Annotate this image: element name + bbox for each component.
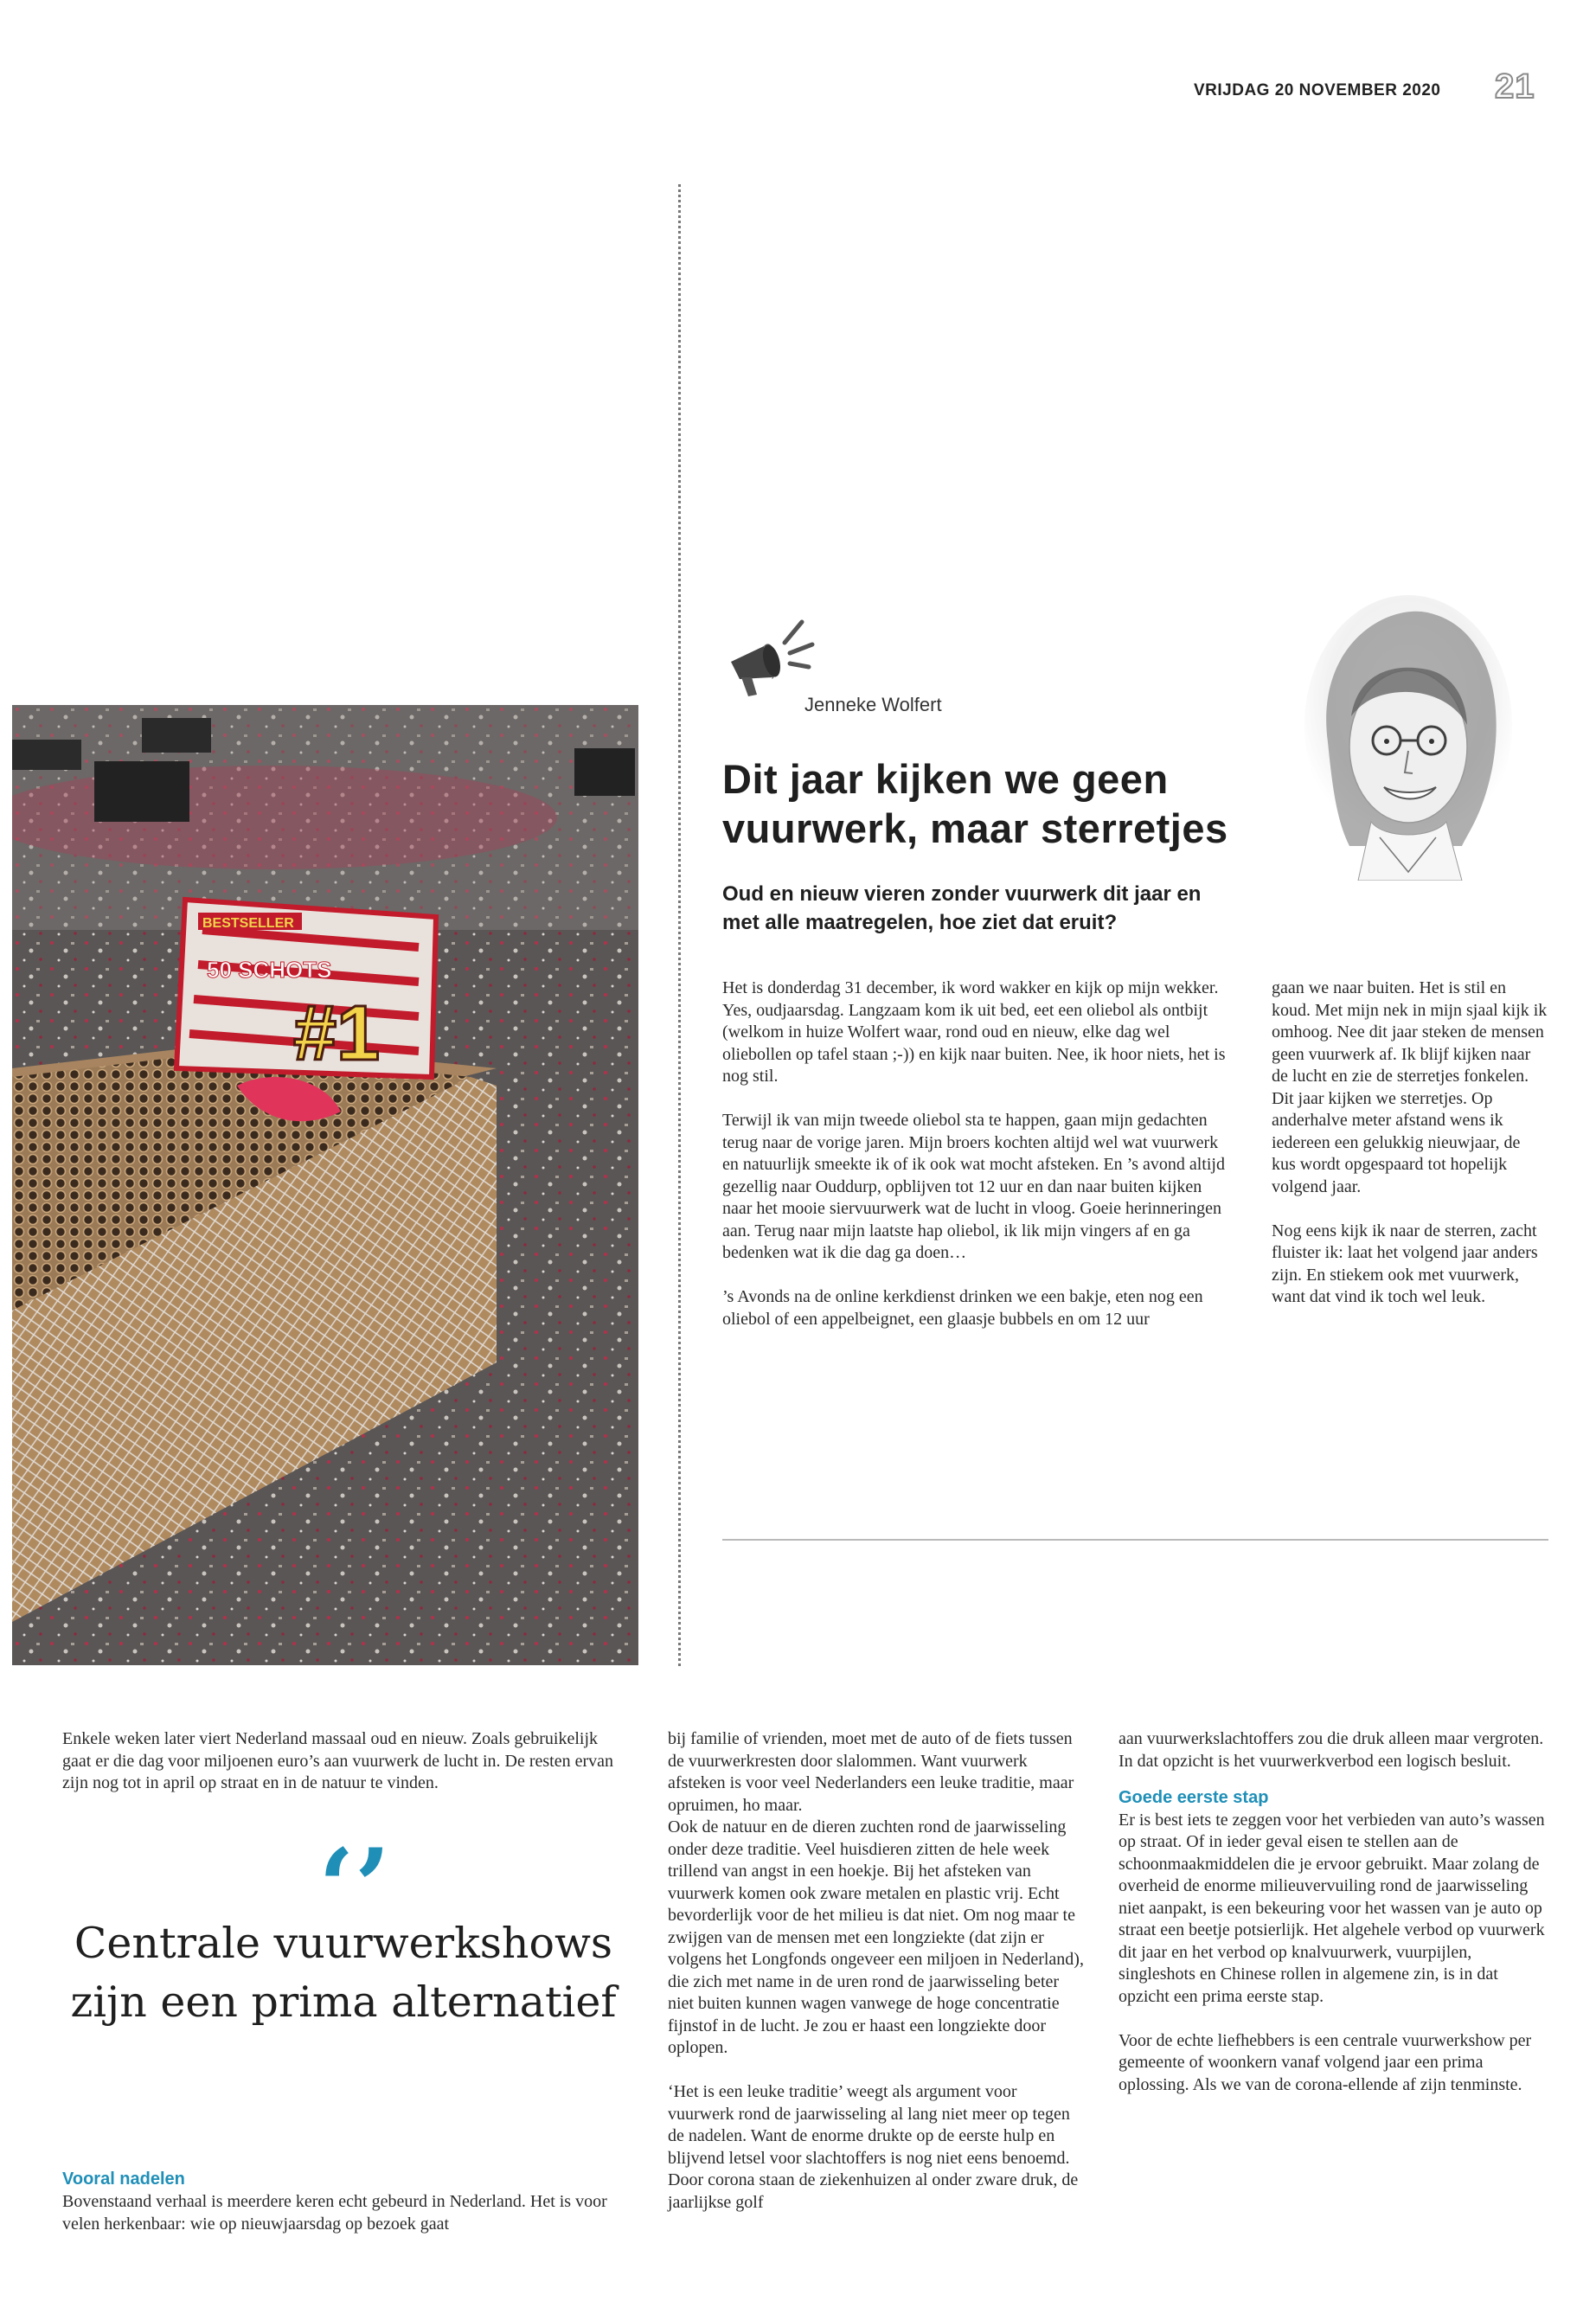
column-story-2 bbox=[1272, 977, 1548, 1309]
column-editorial-1 bbox=[62, 1728, 616, 1795]
paragraph: bij familie of vrienden, moet met de auto of de fiets tussen de vuurwerkresten door slalommen. Want vuurwerk afsteken is voor veel Nederlanders een leuke traditie, maar opruimen, ho maar. bbox=[668, 1729, 1074, 1815]
fireworks-photo bbox=[12, 705, 638, 1665]
page-number: 21 bbox=[1495, 67, 1535, 106]
box-label-top: BESTSELLER bbox=[202, 916, 294, 931]
subheadline-line-1: Oud en nieuw vieren zonder vuurwerk dit jaar en bbox=[722, 882, 1202, 906]
column-divider bbox=[678, 184, 681, 1666]
author-portrait bbox=[1298, 595, 1514, 881]
editorial-intro: Enkele weken later viert Nederland massaal oud en nieuw. Zoals gebruikelijk gaat er die dag voor miljoenen euro’s aan vuurwerk de lucht in. De resten ervan zijn nog tot in april op straat en in de natuur te vinden. bbox=[62, 1729, 613, 1792]
pull-quote: Centrale vuurwerkshows zijn een prima alternatief bbox=[70, 1919, 617, 2027]
box-label-number: #1 bbox=[293, 990, 381, 1077]
paragraph: Het is donderdag 31 december, ik word wakker en kijk op mijn wekker. Yes, oudjaarsdag. Langzaam kom ik uit bed, eet een oliebol als ontbijt (welkom in huize Wolfert waar, rond oud en nieuw, elke dag wel oliebollen op tafel staan ;-)) en kijk naar buiten. Nee, ik hoor niets, het is nog stil. bbox=[722, 978, 1226, 1086]
subheadline-line-2: met alle maatregelen, hoe ziet dat eruit? bbox=[722, 911, 1118, 935]
author-name: Jenneke Wolfert bbox=[804, 694, 942, 715]
paragraph: Ook de natuur en de dieren zuchten rond de jaarwisseling onder deze traditie. Veel huisdieren zitten de hele week trillend van angst in een hoekje. Bij het afsteken van vuurwerk komen ook zware metalen en plastic vrij. Echt bevorderlijk voor de het milieu is dat niet. Om nog maar te zwijgen van de mensen met een longziekte (dat zijn er volgens het Longfonds ongeveer een miljoen in Nederland), die zich met name in de uren rond de jaarwisseling beter niet buiten kunnen wagen vanwege de hoge concentratie fijnstof in de lucht. Je zou er haast een longziekte door oplopen. bbox=[668, 1817, 1084, 2057]
headline-line-2: vuurwerk, maar sterretjes bbox=[722, 805, 1228, 852]
box-label-shots: 50 SCHOTS bbox=[207, 957, 332, 983]
paragraph: ’s Avonds na de online kerkdienst drinken we een bakje, eten nog een oliebol of een appelbeignet, een glaasje bubbels en om 12 uur bbox=[722, 1287, 1203, 1329]
article-subheadline bbox=[722, 880, 1276, 937]
article-headline bbox=[722, 754, 1259, 854]
fireworks-photo-illustration bbox=[12, 705, 638, 1665]
column-editorial-2 bbox=[668, 1728, 1087, 2214]
paragraph: Bovenstaand verhaal is meerdere keren echt gebeurd in Nederland. Het is voor velen herkenbaar: wie op nieuwjaarsdag op bezoek gaat bbox=[62, 2192, 607, 2234]
paragraph: Er is best iets te zeggen voor het verbieden van auto’s wassen op straat. Of in ieder geval eisen te stellen aan de schoonmaakmiddelen die je ervoor gebruikt. Maar zolang de overheid de enorme milieuvervuiling rond de jaarwisseling niet aanpakt, is een bekeuring voor het wassen van je auto op straat een beetje potsierlijk. Het algehele verbod op vuurwerk dit jaar en het verbod op knalvuurwerk, vuurpijlen, singleshots en Chinese rollen in algemene zin, is in dat opzicht een prima eerste stap. bbox=[1118, 1810, 1545, 2006]
paragraph: aan vuurwerkslachtoffers zou die druk alleen maar vergroten. In dat opzicht is het vuurwerkverbod een logisch besluit. bbox=[1118, 1729, 1544, 1771]
paragraph: ‘Het is een leuke traditie’ weegt als argument voor vuurwerk rond de jaarwisseling al lang niet meer op tegen de nadelen. Want de enorme drukte op de eerste hulp en blijvend letsel voor slachtoffers is nog niet eens benoemd. Door corona staan de ziekenhuizen al onder zware druk, de jaarlijkse golf bbox=[668, 2082, 1079, 2212]
megaphone-icon bbox=[722, 610, 819, 702]
quote-mark-icon: ‘’ bbox=[318, 1826, 391, 1948]
header-date: VRIJDAG 20 NOVEMBER 2020 bbox=[1194, 81, 1441, 99]
subhead-goede-eerste-stap: Goede eerste stap bbox=[1118, 1788, 1269, 1807]
subhead-vooral-nadelen: Vooral nadelen bbox=[62, 2170, 185, 2189]
paragraph: Terwijl ik van mijn tweede oliebol sta te happen, gaan mijn gedachten terug naar de vorige jaren. Mijn broers kochten altijd wel wat vuurwerk en natuurlijk smeekte ik of ik ook wat mocht afsteken. En ’s avond altijd gezellig naar Ouddurp, opblijven tot 12 uur en dan naar buiten kijken naar het mooie siervuurwerk wat de lucht in vloog. Goeie herinneringen aan. Terug naar mijn laatste hap oliebol, ik lik mijn vingers af en ga bedenken wat ik die dag ga doen… bbox=[722, 1111, 1225, 1262]
paragraph: Nog eens kijk ik naar de sterren, zacht fluister ik: laat het volgend jaar anders zijn. En stiekem ook met vuurwerk, want dat vind ik toch wel leuk. bbox=[1272, 1221, 1538, 1306]
headline-line-1: Dit jaar kijken we geen bbox=[722, 756, 1169, 802]
column-story-1 bbox=[722, 977, 1233, 1330]
section-rule bbox=[722, 1539, 1548, 1541]
column-editorial-3 bbox=[1118, 1728, 1551, 2096]
paragraph: gaan we naar buiten. Het is stil en koud. Met mijn nek in mijn sjaal kijk ik omhoog. Nee dit jaar steken de mensen geen vuurwerk af. Ik blijf kijken naar de lucht en zie de sterretjes fonkelen. Dit jaar kijken we sterretjes. Op anderhalve meter afstand wens ik iedereen een gelukkig nieuwjaar, de kus wordt opgespaard tot hopelijk volgend jaar. bbox=[1272, 978, 1548, 1196]
paragraph: Voor de echte liefhebbers is een centrale vuurwerkshow per gemeente of woonkern vanaf volgend jaar een prima oplossing. Als we van de corona-ellende af zijn tenminste. bbox=[1118, 2030, 1532, 2094]
column-editorial-1-end bbox=[62, 2191, 616, 2235]
